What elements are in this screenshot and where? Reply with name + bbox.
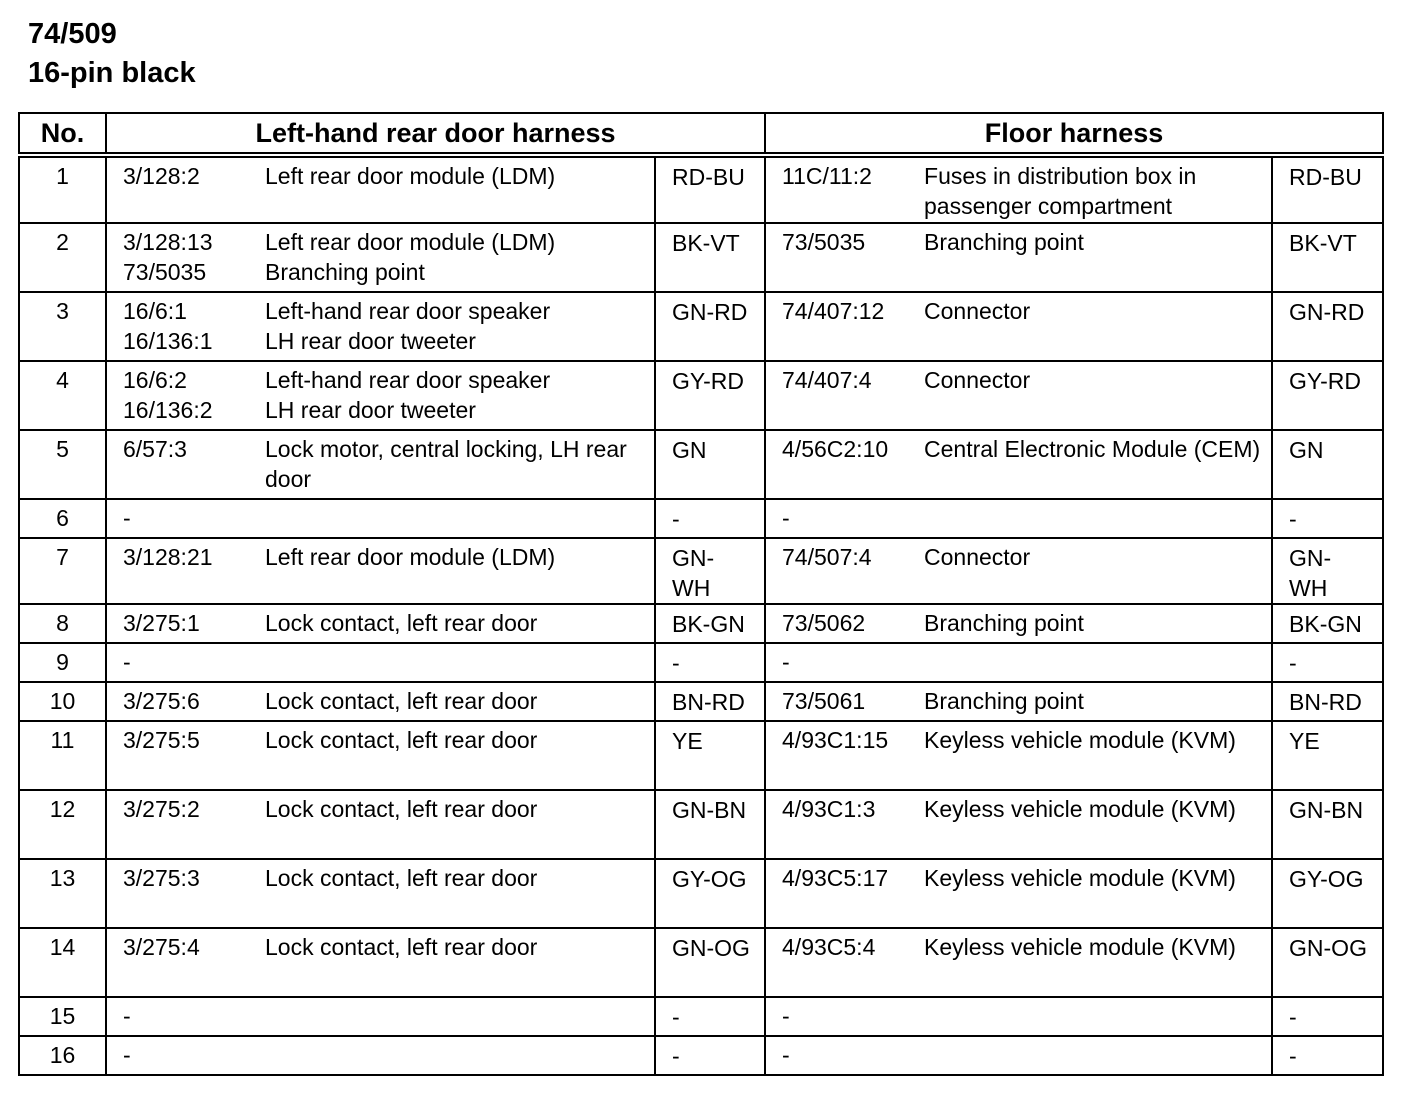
left-wire-color: GY-RD bbox=[655, 361, 765, 430]
left-component-description: Lock contact, left rear door bbox=[265, 865, 538, 891]
right-wire-color: BK-VT bbox=[1272, 223, 1383, 292]
left-component-description: LH rear door tweeter bbox=[265, 397, 476, 423]
right-component-code: 74/407:12 bbox=[782, 298, 885, 324]
left-connection-cell bbox=[106, 155, 655, 223]
left-component-description: Left-hand rear door speaker bbox=[265, 298, 551, 324]
left-connection-cell bbox=[106, 223, 655, 292]
right-component-code: - bbox=[782, 505, 790, 531]
left-component-code: 16/136:2 bbox=[123, 397, 213, 423]
right-connection-cell bbox=[765, 604, 1272, 643]
right-connection-cell bbox=[765, 292, 1272, 361]
left-component-description: Left rear door module (LDM) bbox=[265, 229, 556, 255]
right-wire-color: BK-GN bbox=[1272, 604, 1383, 643]
right-component-code: 73/5035 bbox=[782, 229, 866, 255]
right-component-code: 11C/11:2 bbox=[782, 163, 872, 189]
pin-number: 3 bbox=[19, 292, 106, 361]
right-component-code: 4/93C5:4 bbox=[782, 934, 876, 960]
left-wire-color: - bbox=[655, 1036, 765, 1075]
left-component-code: 16/6:2 bbox=[123, 367, 187, 393]
right-connection-cell bbox=[765, 155, 1272, 223]
left-component-code: 3/275:5 bbox=[123, 727, 200, 753]
left-component-description: Lock contact, left rear door bbox=[265, 796, 538, 822]
left-component-code: - bbox=[123, 1003, 131, 1029]
right-component-description: Branching point bbox=[924, 688, 1084, 714]
pin-number: 11 bbox=[19, 721, 106, 790]
right-component-code: 74/407:4 bbox=[782, 367, 872, 393]
table-row bbox=[19, 292, 1383, 361]
left-wire-color: GN bbox=[655, 430, 765, 499]
left-component-code: 3/128:2 bbox=[123, 163, 200, 189]
left-connection-cell bbox=[106, 643, 655, 682]
table-row bbox=[19, 223, 1383, 292]
right-connection-cell bbox=[765, 643, 1272, 682]
left-connection-cell bbox=[106, 721, 655, 790]
left-wire-color: YE bbox=[655, 721, 765, 790]
pin-number: 2 bbox=[19, 223, 106, 292]
pin-number: 12 bbox=[19, 790, 106, 859]
table-row bbox=[19, 643, 1383, 682]
left-component-description: Lock motor, central locking, LH rear door bbox=[265, 436, 627, 492]
right-connection-cell bbox=[765, 499, 1272, 538]
right-connection-cell bbox=[765, 721, 1272, 790]
pin-number: 7 bbox=[19, 538, 106, 604]
left-component-code: 3/128:21 bbox=[123, 544, 213, 570]
right-component-description: Branching point bbox=[924, 610, 1084, 636]
left-component-code: 3/275:6 bbox=[123, 688, 200, 714]
right-component-code: 73/5061 bbox=[782, 688, 866, 714]
left-connection-cell bbox=[106, 292, 655, 361]
header-left-harness: Left-hand rear door harness bbox=[106, 113, 765, 155]
left-wire-color: GN-RD bbox=[655, 292, 765, 361]
right-component-description: Keyless vehicle module (KVM) bbox=[924, 796, 1236, 822]
right-component-code: - bbox=[782, 649, 790, 675]
left-connection-cell bbox=[106, 859, 655, 928]
pin-number: 5 bbox=[19, 430, 106, 499]
left-connection-cell bbox=[106, 682, 655, 721]
connector-id: 74/509 bbox=[28, 18, 117, 50]
right-wire-color: GN-RD bbox=[1272, 292, 1383, 361]
table-row bbox=[19, 721, 1383, 790]
right-connection-cell bbox=[765, 997, 1272, 1036]
left-connection-cell bbox=[106, 928, 655, 997]
header-no: No. bbox=[19, 113, 106, 155]
table-row bbox=[19, 682, 1383, 721]
pin-table bbox=[18, 112, 1384, 1076]
right-wire-color: BN-RD bbox=[1272, 682, 1383, 721]
left-component-description: Lock contact, left rear door bbox=[265, 688, 538, 714]
right-component-code: 73/5062 bbox=[782, 610, 866, 636]
left-wire-color: GY-OG bbox=[655, 859, 765, 928]
left-connection-cell bbox=[106, 430, 655, 499]
left-wire-color: - bbox=[655, 643, 765, 682]
right-wire-color: GY-RD bbox=[1272, 361, 1383, 430]
connector-description: 16-pin black bbox=[28, 57, 196, 89]
left-component-code: 3/275:3 bbox=[123, 865, 200, 891]
pin-number: 1 bbox=[19, 155, 106, 223]
right-component-description: Keyless vehicle module (KVM) bbox=[924, 934, 1236, 960]
pin-number: 13 bbox=[19, 859, 106, 928]
table-row bbox=[19, 859, 1383, 928]
left-component-code: 3/275:4 bbox=[123, 934, 200, 960]
right-component-description: Fuses in distribution box in passenger compartment bbox=[924, 163, 1197, 219]
header-row bbox=[19, 113, 1383, 155]
left-component-description: Left rear door module (LDM) bbox=[265, 544, 556, 570]
right-wire-color: - bbox=[1272, 643, 1383, 682]
left-component-code: 3/275:1 bbox=[123, 610, 200, 636]
right-component-code: 4/56C2:10 bbox=[782, 436, 889, 462]
right-connection-cell bbox=[765, 223, 1272, 292]
left-wire-color: BK-GN bbox=[655, 604, 765, 643]
right-connection-cell bbox=[765, 928, 1272, 997]
pin-number: 14 bbox=[19, 928, 106, 997]
left-component-description: Left rear door module (LDM) bbox=[265, 163, 556, 189]
left-connection-cell bbox=[106, 361, 655, 430]
right-component-code: 4/93C1:3 bbox=[782, 796, 876, 822]
left-component-code: - bbox=[123, 649, 131, 675]
right-wire-color: - bbox=[1272, 1036, 1383, 1075]
table-row bbox=[19, 361, 1383, 430]
left-wire-color: GN- WH bbox=[655, 538, 765, 604]
left-connection-cell bbox=[106, 538, 655, 604]
left-component-code: 3/275:2 bbox=[123, 796, 200, 822]
right-component-description: Connector bbox=[924, 298, 1031, 324]
left-component-code: - bbox=[123, 505, 131, 531]
right-connection-cell bbox=[765, 1036, 1272, 1075]
table-row bbox=[19, 1036, 1383, 1075]
right-connection-cell bbox=[765, 361, 1272, 430]
table-row bbox=[19, 155, 1383, 223]
left-component-code: 16/136:1 bbox=[123, 328, 213, 354]
right-component-code: 4/93C5:17 bbox=[782, 865, 889, 891]
table-row bbox=[19, 997, 1383, 1036]
pin-number: 6 bbox=[19, 499, 106, 538]
right-component-code: - bbox=[782, 1003, 790, 1029]
pin-number: 4 bbox=[19, 361, 106, 430]
table-row bbox=[19, 790, 1383, 859]
right-component-code: - bbox=[782, 1042, 790, 1068]
right-component-description: Branching point bbox=[924, 229, 1084, 255]
pin-number: 8 bbox=[19, 604, 106, 643]
pin-number: 10 bbox=[19, 682, 106, 721]
left-wire-color: BN-RD bbox=[655, 682, 765, 721]
left-connection-cell bbox=[106, 499, 655, 538]
left-connection-cell bbox=[106, 604, 655, 643]
right-wire-color: GN-OG bbox=[1272, 928, 1383, 997]
right-component-description: Central Electronic Module (CEM) bbox=[924, 436, 1261, 462]
right-component-code: 74/507:4 bbox=[782, 544, 872, 570]
left-connection-cell bbox=[106, 1036, 655, 1075]
left-connection-cell bbox=[106, 997, 655, 1036]
right-connection-cell bbox=[765, 859, 1272, 928]
right-component-description: Keyless vehicle module (KVM) bbox=[924, 727, 1236, 753]
table-row bbox=[19, 928, 1383, 997]
left-component-description: Branching point bbox=[265, 259, 425, 285]
left-wire-color: GN-BN bbox=[655, 790, 765, 859]
left-component-description: Lock contact, left rear door bbox=[265, 610, 538, 636]
right-connection-cell bbox=[765, 682, 1272, 721]
left-wire-color: BK-VT bbox=[655, 223, 765, 292]
right-component-description: Keyless vehicle module (KVM) bbox=[924, 865, 1236, 891]
table-row bbox=[19, 499, 1383, 538]
right-wire-color: - bbox=[1272, 997, 1383, 1036]
pin-number: 9 bbox=[19, 643, 106, 682]
right-component-description: Connector bbox=[924, 367, 1031, 393]
header-floor-harness: Floor harness bbox=[765, 113, 1383, 155]
left-component-description: Lock contact, left rear door bbox=[265, 934, 538, 960]
right-component-code: 4/93C1:15 bbox=[782, 727, 889, 753]
left-component-code: 3/128:13 bbox=[123, 229, 213, 255]
table-row bbox=[19, 604, 1383, 643]
right-wire-color: GN bbox=[1272, 430, 1383, 499]
right-wire-color: GY-OG bbox=[1272, 859, 1383, 928]
table-row bbox=[19, 538, 1383, 604]
right-connection-cell bbox=[765, 790, 1272, 859]
left-component-description: Lock contact, left rear door bbox=[265, 727, 538, 753]
left-component-description: LH rear door tweeter bbox=[265, 328, 476, 354]
left-component-code: 16/6:1 bbox=[123, 298, 187, 324]
pin-number: 16 bbox=[19, 1036, 106, 1075]
right-wire-color: GN-BN bbox=[1272, 790, 1383, 859]
right-wire-color: RD-BU bbox=[1272, 155, 1383, 223]
left-wire-color: RD-BU bbox=[655, 155, 765, 223]
left-wire-color: - bbox=[655, 499, 765, 538]
left-component-description: Left-hand rear door speaker bbox=[265, 367, 551, 393]
left-wire-color: - bbox=[655, 997, 765, 1036]
left-component-code: 73/5035 bbox=[123, 259, 207, 285]
left-component-code: 6/57:3 bbox=[123, 436, 187, 462]
pin-number: 15 bbox=[19, 997, 106, 1036]
right-connection-cell bbox=[765, 430, 1272, 499]
right-wire-color: - bbox=[1272, 499, 1383, 538]
right-wire-color: GN- WH bbox=[1272, 538, 1383, 604]
table-row bbox=[19, 430, 1383, 499]
left-wire-color: GN-OG bbox=[655, 928, 765, 997]
left-connection-cell bbox=[106, 790, 655, 859]
right-connection-cell bbox=[765, 538, 1272, 604]
right-wire-color: YE bbox=[1272, 721, 1383, 790]
right-component-description: Connector bbox=[924, 544, 1031, 570]
left-component-code: - bbox=[123, 1042, 131, 1068]
